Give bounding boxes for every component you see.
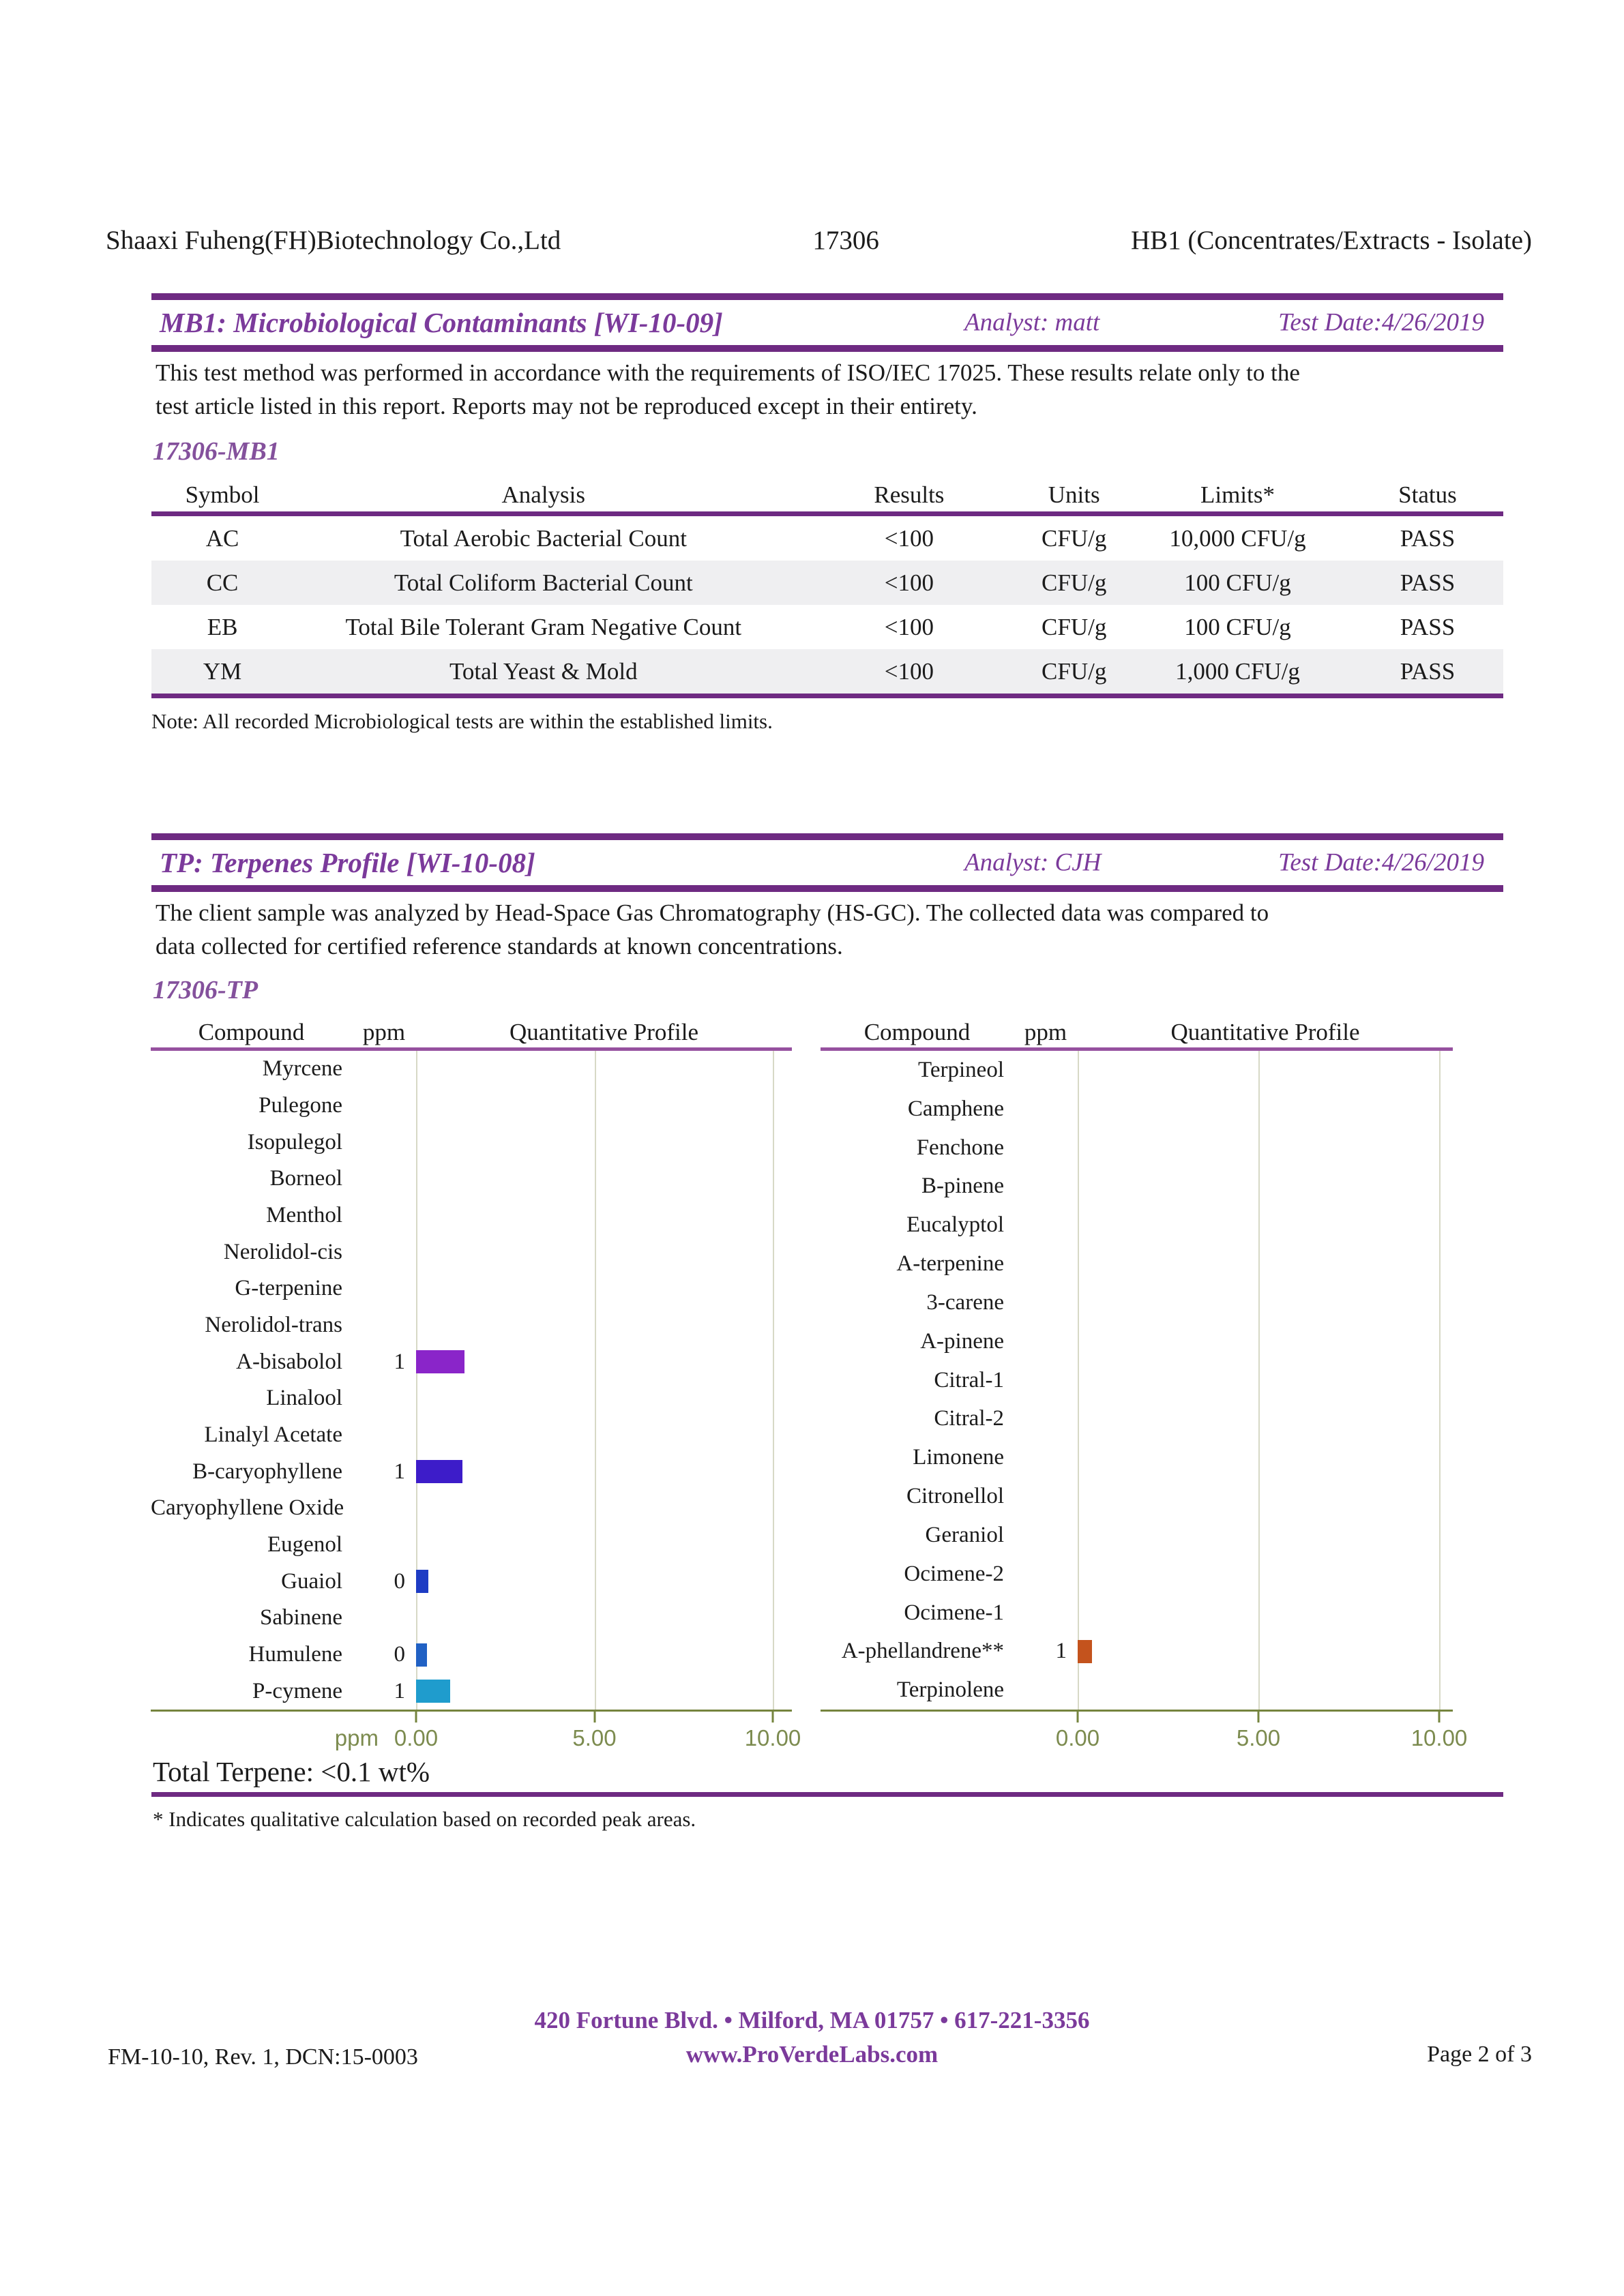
document-header (106, 225, 1532, 256)
chart-left-header (151, 1017, 792, 1047)
compound-label: Isopulegol (247, 1129, 342, 1154)
axis-tick-label: 10.00 (1411, 1725, 1468, 1750)
mb1-table-cell: AC (205, 524, 239, 552)
tp-description-line1: The client sample was analyzed by Head-Space Gas Chromatography (HS-GC). The collected data was compared to (156, 899, 1269, 926)
mb1-table-cell: <100 (884, 657, 934, 685)
mb1-table-cell: PASS (1400, 524, 1456, 552)
document-control-number: FM-10-10, Rev. 1, DCN:15-0003 (108, 2044, 418, 2070)
axis-tick (1438, 1712, 1441, 1723)
chart-row (821, 1206, 1453, 1244)
lab-address: 420 Fortune Blvd. • Milford, MA 01757 • 617-221-3356 (534, 2007, 1090, 2033)
mb1-table-cell: PASS (1400, 569, 1456, 596)
compound-label: A-phellandrene** (841, 1639, 1004, 1664)
axis-unit-label: ppm (334, 1725, 379, 1750)
compound-label: Ocimene-1 (904, 1600, 1004, 1625)
mb1-table-cell: EB (207, 613, 238, 640)
bar-cell (1078, 1322, 1453, 1361)
chart-row (151, 1051, 792, 1088)
bar-cell (416, 1161, 792, 1197)
mb1-table-row (151, 561, 1503, 605)
compound-ppm-value: 0 (394, 1568, 405, 1594)
chart-right-plot-area (821, 1051, 1453, 1712)
mb1-table-cell: PASS (1400, 613, 1456, 640)
mb1-table-cell: Total Aerobic Bacterial Count (400, 524, 687, 552)
terpene-chart-left (151, 1017, 801, 1753)
compound-label: Eugenol (267, 1532, 342, 1557)
chart-row (821, 1051, 1453, 1090)
mb1-results-table (151, 479, 1503, 734)
mb1-description-line1: This test method was performed in accordance with the requirements of ISO/IEC 17025. These results relate only to the (156, 359, 1300, 386)
axis-tick (1258, 1712, 1260, 1723)
compound-ppm-value: 1 (394, 1678, 405, 1703)
lab-website: www.ProVerdeLabs.com (685, 2041, 939, 2068)
bar-cell (1078, 1632, 1453, 1671)
mb1-col-status: Status (1398, 481, 1457, 508)
tp-section-title: TP: Terpenes Profile [WI-10-08] (160, 847, 535, 878)
mb1-table-cell: CFU/g (1042, 613, 1107, 640)
bar-cell (1078, 1167, 1453, 1206)
mb1-table-cell: PASS (1400, 657, 1456, 685)
compound-label: P-cymene (252, 1678, 342, 1703)
compound-label: Nerolidol-trans (205, 1313, 342, 1338)
chart-row (151, 1197, 792, 1234)
chart-row (821, 1322, 1453, 1361)
section-divider-rule (151, 1792, 1503, 1797)
chart-row (151, 1161, 792, 1197)
mb1-table-cell: 100 CFU/g (1184, 569, 1291, 596)
chart-row (821, 1361, 1453, 1400)
mb1-section-title: MB1: Microbiological Contaminants [WI-10-09] (160, 307, 723, 338)
compound-label: Fenchone (916, 1135, 1004, 1160)
mb1-table-cell: 1,000 CFU/g (1175, 657, 1300, 685)
axis-tick (593, 1712, 595, 1723)
chart-row (821, 1438, 1453, 1477)
bar-cell (416, 1453, 792, 1490)
mb1-table-row (151, 516, 1503, 561)
chart-row (151, 1270, 792, 1307)
bar-cell (416, 1270, 792, 1307)
compound-label: Linalool (266, 1386, 342, 1411)
mb1-table-row (151, 605, 1503, 649)
compound-label: Terpinolene (896, 1678, 1004, 1703)
compound-label: G-terpenine (235, 1276, 342, 1301)
bar-cell (416, 1600, 792, 1637)
mb1-description-line2: test article listed in this report. Reports may not be reproduced except in their entirety. (156, 393, 977, 419)
chart-left-ticks (151, 1712, 792, 1723)
mb1-table-cell: Total Bile Tolerant Gram Negative Count (345, 613, 742, 640)
compound-label: B-caryophyllene (192, 1459, 342, 1484)
bar-cell (1078, 1399, 1453, 1438)
compound-bar (416, 1570, 428, 1593)
compound-label: 3-carene (926, 1289, 1004, 1315)
mb1-table-cell: CFU/g (1042, 569, 1107, 596)
chart-left-plot-area (151, 1051, 792, 1712)
bar-cell (1078, 1594, 1453, 1632)
mb1-table-cell: <100 (884, 613, 934, 640)
compound-label: Limonene (913, 1445, 1004, 1470)
bar-cell (416, 1051, 792, 1088)
mb1-table-cell: CFU/g (1042, 524, 1107, 552)
chart-row (151, 1380, 792, 1417)
compound-label: Pulegone (259, 1093, 342, 1118)
mb1-col-limits: Limits* (1200, 481, 1275, 508)
compound-label: Geraniol (925, 1522, 1004, 1547)
chart-row (151, 1453, 792, 1490)
compound-label: Menthol (266, 1203, 342, 1228)
compound-bar (416, 1350, 464, 1373)
bar-cell (416, 1197, 792, 1234)
bar-cell (1078, 1438, 1453, 1477)
compound-ppm-value: 0 (394, 1642, 405, 1667)
chart-left-axis-labels (151, 1723, 801, 1753)
chart-row (821, 1090, 1453, 1129)
bar-cell (1078, 1671, 1453, 1710)
bar-cell (1078, 1051, 1453, 1090)
bar-cell (1078, 1129, 1453, 1167)
mb1-table-header (151, 479, 1503, 516)
bar-cell (416, 1307, 792, 1344)
chart-row (821, 1516, 1453, 1555)
company-name: Shaaxi Fuheng(FH)Biotechnology Co.,Ltd (106, 226, 561, 255)
chart-row (151, 1673, 792, 1710)
axis-tick-label: 0.00 (394, 1725, 439, 1750)
compound-bar (416, 1643, 427, 1667)
mb1-description (156, 356, 1509, 423)
qualitative-footnote: * Indicates qualitative calculation based on recorded peak areas. (153, 1807, 696, 1831)
mb1-test-date: Test Date:4/26/2019 (1278, 308, 1484, 337)
compound-bar (1078, 1640, 1092, 1663)
mb1-table-cell: CC (206, 569, 239, 596)
mb1-sample-code: 17306-MB1 (153, 437, 280, 466)
chart-row (151, 1600, 792, 1637)
compound-label: Myrcene (262, 1056, 342, 1082)
mb1-table-cell: 10,000 CFU/g (1169, 524, 1306, 552)
compound-label: Borneol (269, 1166, 342, 1191)
compound-label: Ocimene-2 (904, 1561, 1004, 1586)
bar-cell (1078, 1283, 1453, 1322)
mb1-section-header (151, 293, 1503, 352)
bar-cell (416, 1234, 792, 1270)
compound-bar (416, 1680, 450, 1703)
compound-label: Linalyl Acetate (204, 1422, 342, 1448)
bar-cell (1078, 1361, 1453, 1400)
bar-cell (1078, 1555, 1453, 1594)
mb1-table-cell: Total Yeast & Mold (449, 657, 638, 685)
chart-row (151, 1343, 792, 1380)
chart-row (151, 1124, 792, 1161)
footer-center (535, 2003, 1090, 2072)
mb1-analyst: Analyst: matt (964, 308, 1100, 337)
compound-bar (416, 1460, 462, 1483)
chart-right-axis-labels (821, 1723, 1468, 1753)
compound-label: Nerolidol-cis (223, 1239, 342, 1264)
chart-row (821, 1129, 1453, 1167)
chart-row (821, 1283, 1453, 1322)
product-name: HB1 (Concentrates/Extracts - Isolate) (1130, 226, 1532, 255)
compound-label: Citronellol (906, 1484, 1004, 1509)
tp-analyst: Analyst: CJH (964, 848, 1102, 877)
axis-tick-label: 5.00 (1236, 1725, 1281, 1750)
chart-row (821, 1477, 1453, 1516)
bar-cell (416, 1417, 792, 1454)
chart-row (151, 1637, 792, 1673)
bar-cell (416, 1124, 792, 1161)
bar-cell (416, 1490, 792, 1527)
total-terpene: Total Terpene: <0.1 wt% (153, 1756, 430, 1787)
chart-right-ticks (821, 1712, 1453, 1723)
chart-row (151, 1490, 792, 1527)
bar-cell (1078, 1206, 1453, 1244)
compound-label: Camphene (907, 1096, 1004, 1121)
chart-row (151, 1417, 792, 1454)
chart-left-col-profile: Quantitative Profile (509, 1019, 698, 1045)
tp-section-header (151, 833, 1503, 892)
axis-tick-label: 10.00 (744, 1725, 801, 1750)
sample-id: 17306 (812, 226, 879, 255)
compound-ppm-value: 1 (394, 1349, 405, 1374)
chart-row (821, 1244, 1453, 1283)
compound-ppm-value: 1 (394, 1459, 405, 1484)
tp-description (156, 896, 1509, 963)
bar-cell (416, 1563, 792, 1600)
compound-ppm-value: 1 (1055, 1639, 1067, 1664)
chart-right-header (821, 1017, 1453, 1047)
chart-row (821, 1167, 1453, 1206)
mb1-table-body (151, 516, 1503, 698)
tp-sample-code: 17306-TP (153, 976, 259, 1004)
mb1-table-cell: CFU/g (1042, 657, 1107, 685)
mb1-note: Note: All recorded Microbiological tests are within the established limits. (151, 709, 773, 733)
chart-row (821, 1399, 1453, 1438)
mb1-col-symbol: Symbol (185, 481, 260, 508)
chart-row (151, 1307, 792, 1344)
bar-cell (416, 1637, 792, 1673)
axis-tick (1077, 1712, 1079, 1723)
bar-cell (416, 1673, 792, 1710)
mb1-table-cell: 100 CFU/g (1184, 613, 1291, 640)
compound-label: A-pinene (920, 1328, 1004, 1354)
bar-cell (416, 1380, 792, 1417)
compound-label: Humulene (248, 1642, 342, 1667)
compound-label: A-terpenine (896, 1251, 1004, 1277)
mb1-table-cell: <100 (884, 524, 934, 552)
tp-section-header-row (151, 840, 1503, 885)
compound-label: Citral-1 (934, 1367, 1004, 1392)
mb1-table-row (151, 649, 1503, 694)
chart-row (151, 1563, 792, 1600)
chart-row (821, 1671, 1453, 1710)
compound-label: Eucalyptol (906, 1212, 1004, 1238)
tp-test-date: Test Date:4/26/2019 (1278, 848, 1484, 877)
compound-label: Terpineol (918, 1057, 1004, 1082)
compound-label: A-bisabolol (236, 1349, 342, 1374)
chart-left-col-compound: Compound (198, 1019, 305, 1045)
bar-cell (1078, 1477, 1453, 1516)
chart-row (821, 1594, 1453, 1632)
chart-right-col-compound: Compound (863, 1019, 971, 1045)
mb1-col-analysis: Analysis (501, 481, 586, 508)
mb1-col-results: Results (874, 481, 945, 508)
chart-right-col-profile: Quantitative Profile (1170, 1019, 1360, 1045)
bar-cell (1078, 1090, 1453, 1129)
axis-tick (415, 1712, 417, 1723)
mb1-col-units: Units (1048, 481, 1100, 508)
axis-tick (772, 1712, 774, 1723)
compound-label: Citral-2 (934, 1406, 1004, 1431)
chart-right-col-ppm: ppm (1024, 1019, 1067, 1045)
mb1-section-header-row (151, 300, 1503, 345)
mb1-table-cell: <100 (884, 569, 934, 596)
bar-cell (416, 1088, 792, 1124)
compound-label: Caryophyllene Oxide (151, 1495, 344, 1521)
bar-cell (1078, 1516, 1453, 1555)
axis-tick-label: 5.00 (572, 1725, 617, 1750)
chart-row (821, 1632, 1453, 1671)
chart-left-col-ppm: ppm (362, 1019, 406, 1045)
chart-row (821, 1555, 1453, 1594)
mb1-table-cell: Total Coliform Bacterial Count (394, 569, 693, 596)
chart-row (151, 1527, 792, 1564)
tp-description-line2: data collected for certified reference standards at known concentrations. (156, 933, 843, 959)
bar-cell (1078, 1244, 1453, 1283)
bar-cell (416, 1343, 792, 1380)
bar-cell (416, 1527, 792, 1564)
terpene-chart-right (821, 1017, 1468, 1753)
chart-row (151, 1088, 792, 1124)
page-number: Page 2 of 3 (1427, 2042, 1532, 2067)
axis-tick-label: 0.00 (1055, 1725, 1100, 1750)
compound-label: B-pinene (921, 1174, 1004, 1199)
mb1-table-cell: YM (203, 657, 242, 685)
compound-label: Sabinene (260, 1605, 342, 1630)
compound-label: Guaiol (281, 1568, 342, 1594)
chart-row (151, 1234, 792, 1270)
